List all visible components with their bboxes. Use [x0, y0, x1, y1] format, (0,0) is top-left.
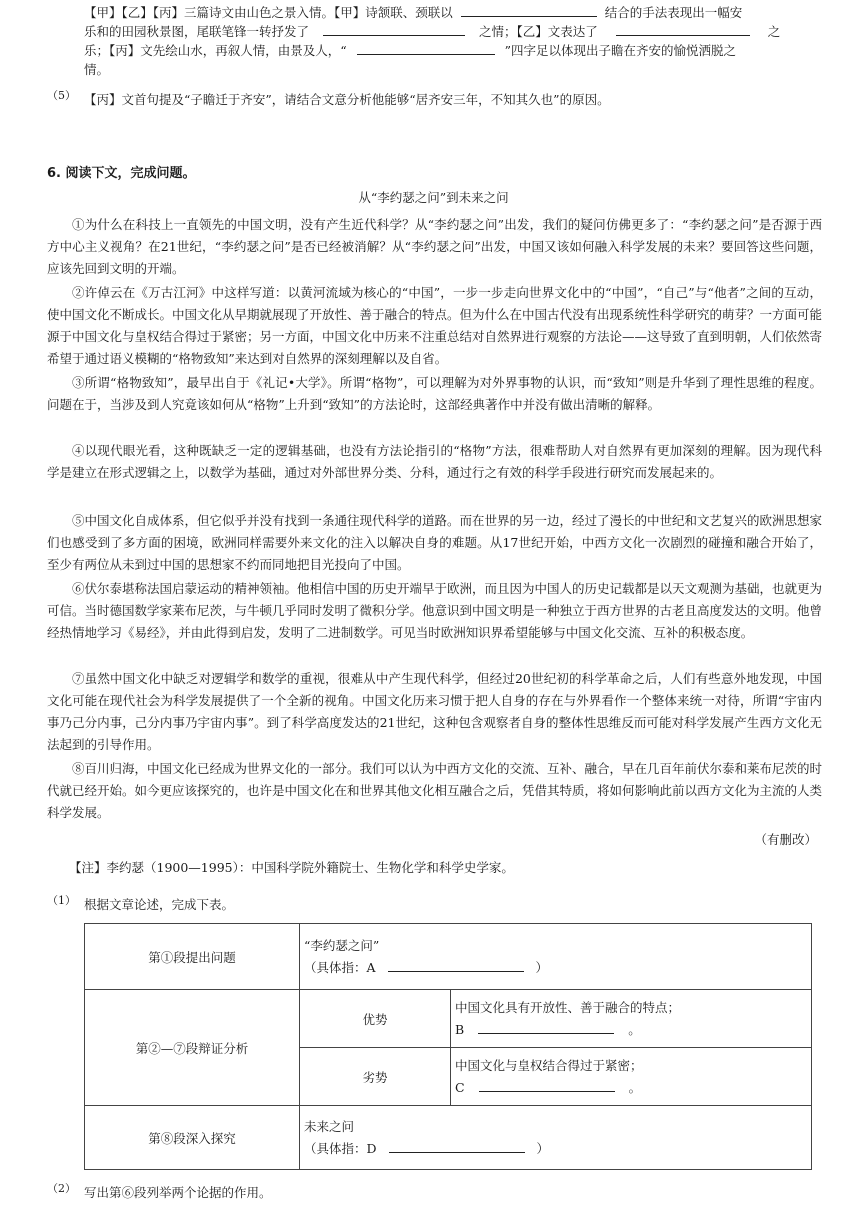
answer-blank-c[interactable] — [479, 1079, 615, 1092]
advantage-label: 优势 — [300, 990, 451, 1048]
spec-label: （具体指：D — [304, 1140, 377, 1156]
advantage-text: 中国文化具有开放性、善于融合的特点； — [455, 999, 681, 1015]
top-line-1-text-a: 【甲】【乙】【丙】三篇诗文由山色之景入情。【甲】诗颔联、颈联以 — [84, 5, 453, 20]
paragraph-4: ④以现代眼光看，这种既缺乏一定的逻辑基础，也没有方法论指引的“格物”方法，很难帮助人对自然界有更加深刻的理解。因为现代科学是建立在形式逻辑之上，以数学为基础，通过对外部世界分类、分科，通过行之有效的科学手段进行研究而发展起来的。 — [47, 443, 822, 480]
row-label-analysis: 第②—⑦段辩证分析 — [85, 990, 300, 1106]
spec-label: （具体指：A — [304, 959, 376, 975]
row-label-question: 第①段提出问题 — [85, 924, 300, 990]
disadvantage-end: 。 — [628, 1079, 642, 1095]
spec-close: ） — [535, 959, 549, 975]
future-cell — [300, 1106, 812, 1170]
question-title: “李约瑟之问” — [304, 937, 380, 953]
spec-close: ） — [536, 1140, 550, 1156]
advantage-answer-line — [455, 1019, 807, 1041]
question-spec-line — [304, 957, 807, 979]
top-line-2-text-b: 之情；【乙】文表达了 — [479, 24, 598, 39]
answer-blank-d[interactable] — [389, 1140, 525, 1153]
annotation-note: 【注】李约瑟（1900—1995）：中国科学院外籍院士、生物化学和科学史学家。 — [69, 860, 514, 875]
answer-blank-b[interactable] — [478, 1021, 614, 1034]
question-cell — [300, 924, 812, 990]
paragraph-3: ③所谓“格物致知”，最早出自于《礼记•大学》。所谓“格物”，可以理解为对外界事物的认识，而“致知”则是升华到了理性思维的程度。问题在于，当涉及到人究竟该如何从“格物”上升到“致知”的方法论时，这部经典著作中并没有做出清晰的解释。 — [47, 375, 822, 412]
answer-blank[interactable] — [323, 23, 465, 36]
top-line-3 — [84, 42, 736, 60]
table-row — [85, 1106, 812, 1170]
article-title: 从“李约瑟之问”到未来之问 — [358, 190, 509, 205]
section-6-heading: 6. 阅读下文，完成问题。 — [47, 166, 196, 181]
top-line-1 — [84, 4, 742, 22]
disadvantage-cell — [451, 1048, 812, 1106]
paragraph-8: ⑧百川归海，中国文化已经成为世界文化的一部分。我们可以认为中西方文化的交流、互补、融合，早在几百年前伏尔泰和莱布尼茨的时代就已经开始。如今更应该探究的，也许是中国文化在和世界其他文化相互融合之后，凭借其特质，将如何影响此前以西方文化为主流的人类科学发展。 — [47, 761, 823, 820]
top-line-1-text-b: 结合的手法表现出一幅安 — [604, 5, 743, 20]
answer-blank-a[interactable] — [388, 959, 524, 972]
row-label-explore: 第⑧段深入探究 — [85, 1106, 300, 1170]
answer-letter-b: B — [455, 1021, 465, 1037]
paragraph-5: ⑤中国文化自成体系，但它似乎并没有找到一条通往现代科学的道路。而在世界的另一边，经过了漫长的中世纪和文艺复兴的欧洲思想家们也感受到了多方面的困境，欧洲同样需要外来文化的注入以解决自身的难题。从17世纪开始，中西方文化一次剧烈的碰撞和融合开始了，至少有两位从未到过中国的思想家不约而同地把目光投向了中国。 — [47, 513, 823, 572]
future-title: 未来之问 — [304, 1118, 355, 1134]
advantage-end: 。 — [628, 1021, 641, 1037]
answer-blank[interactable] — [461, 4, 597, 17]
table-row — [85, 990, 812, 1048]
paragraph-2: ②许倬云在《万古江河》中这样写道：以黄河流域为核心的“中国”，一步一步走向世界文化中的“中国”，“自己”与“他者”之间的互动，使中国文化不断成长。中国文化从早期就展现了开放性、善于融合的特点。但为什么在中国古代没有出现系统性科学研究的萌芽？一方面可能源于中国文化与皇权结合得过于紧密；另一方面，中国文化中历来不注重总结对自然界进行观察的方法论——这导致了直到明朝，人们依然寄希望于通过语义模糊的“格物致知”来达到对自然界的深刻理解以及自省。 — [47, 285, 823, 366]
paragraph-7: ⑦虽然中国文化中缺乏对逻辑学和数学的重视，很难从中产生现代科学，但经过20世纪初的科学革命之后，人们有些意外地发现，中国文化可能在现代社会为科学发展提供了一个全新的视角。中国文化历来习惯于把人自身的存在与外界看作一个整体来统一对待，所谓“宇宙内事乃己分内事，己分内事乃宇宙内事”。到了科学高度发达的21世纪，这种包含观察者自身的整体性思维反而可能对科学发展产生西方文化无法起到的引导作用。 — [47, 671, 822, 752]
top-line-2 — [84, 23, 780, 41]
revised-note: （有删改） — [754, 832, 817, 847]
disadvantage-text: 中国文化与皇权结合得过于紧密； — [455, 1057, 643, 1073]
top-line-2-text-c: 之 — [767, 24, 781, 39]
answer-letter-c: C — [455, 1079, 465, 1095]
paragraph-6: ⑥伏尔泰堪称法国启蒙运动的精神领袖。他相信中国的历史开端早于欧洲，而且因为中国人的历史记载都是以天文观测为基础，也就更为可信。当时德国数学家莱布尼茨，与牛顿几乎同时发明了微积分学。他意识到中国文明是一种独立于西方世界的古老且高度发达的文明。他曾经热情地学习《易经》，并由此得到启发，发明了二进制数学。可见当时欧洲知识界希望能够与中国文化交流、互补的积极态度。 — [47, 581, 823, 640]
advantage-cell — [451, 990, 812, 1048]
answer-blank[interactable] — [616, 23, 750, 36]
answer-blank[interactable] — [357, 42, 495, 55]
summary-table — [84, 923, 812, 1170]
top-line-4: 情。 — [84, 62, 110, 77]
question-1-number: （1） — [47, 894, 76, 907]
question-5-number: （5） — [47, 89, 76, 102]
top-line-2-text-a: 乐和的田园秋景图，尾联笔锋一转抒发了 — [84, 24, 310, 39]
paragraph-1: ①为什么在科技上一直领先的中国文明，没有产生近代科学？从“李约瑟之问”出发，我们的疑问仿佛更多了：“李约瑟之问”是否源于西方中心主义视角？在21世纪，“李约瑟之问”是否已经被消解？从“李约瑟之问”出发，中国又该如何融入科学发展的未来？要回答这些问题，应该先回到文明的开端。 — [47, 217, 822, 276]
question-1-text: 根据文章论述，完成下表。 — [84, 897, 235, 912]
question-2-number: （2） — [47, 1182, 76, 1195]
disadvantage-answer-line — [455, 1077, 807, 1099]
question-2-text: 写出第⑥段列举两个论据的作用。 — [84, 1185, 272, 1200]
table-row — [85, 924, 812, 990]
future-spec-line — [304, 1138, 807, 1160]
top-line-3-text-b: ”四字足以体现出子瞻在齐安的愉悦洒脱之 — [504, 43, 737, 58]
disadvantage-label: 劣势 — [300, 1048, 451, 1106]
question-5-text: 【丙】文首句提及“子瞻迁于齐安”，请结合文意分析他能够“居齐安三年，不知其久也”的原因。 — [84, 92, 610, 107]
top-line-3-text-a: 乐；【丙】文先绘山水，再叙人情，由景及人，“ — [84, 43, 347, 58]
